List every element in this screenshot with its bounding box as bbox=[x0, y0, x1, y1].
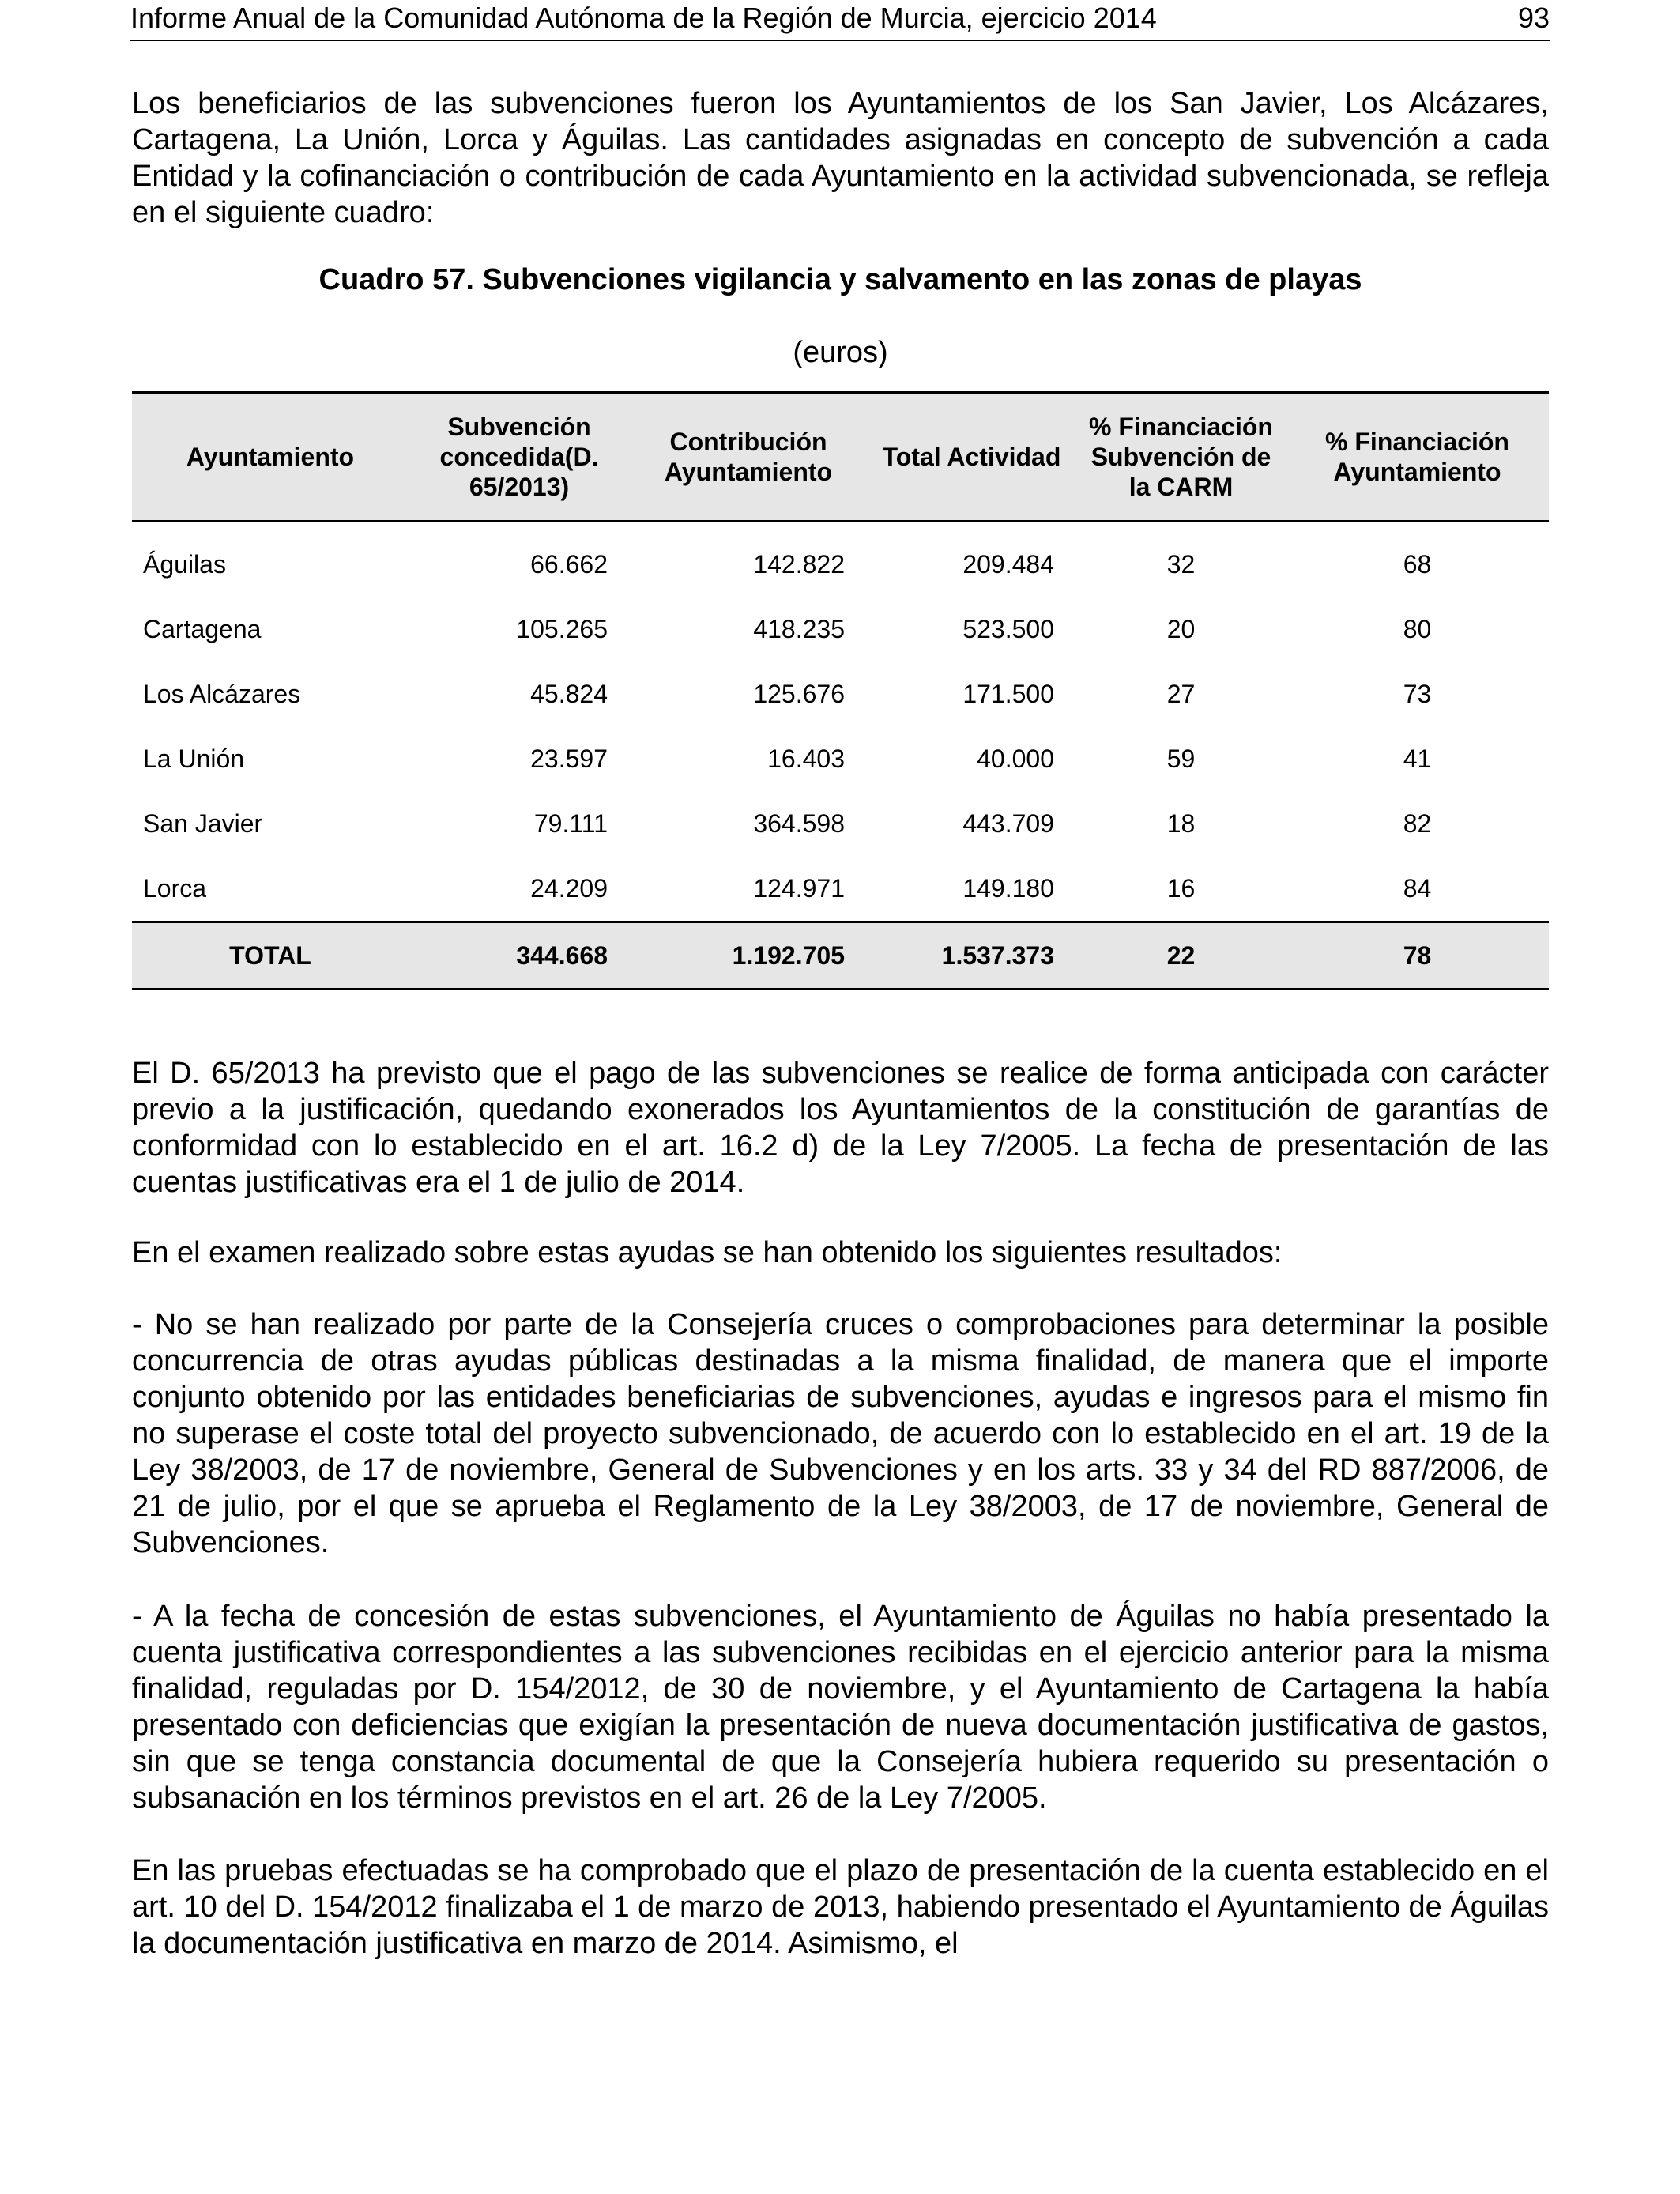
total-actividad: 1.537.373 bbox=[867, 922, 1076, 990]
total-pct-ayuntamiento: 78 bbox=[1286, 922, 1549, 990]
cell-pct-ayuntamiento: 84 bbox=[1403, 873, 1432, 903]
cell-pct-ayuntamiento: 82 bbox=[1403, 809, 1432, 838]
cell-pct-carm: 59 bbox=[1166, 744, 1196, 773]
cell-ayuntamiento: Los Alcázares bbox=[143, 679, 301, 708]
cell-ayuntamiento: La Unión bbox=[143, 744, 245, 773]
total-contribucion: 1.192.705 bbox=[630, 922, 867, 990]
cell-ayuntamiento: San Javier bbox=[143, 809, 263, 838]
cell-total: 523.500 bbox=[962, 614, 1054, 643]
cell-ayuntamiento: Águilas bbox=[143, 549, 226, 579]
header-contribucion: Contribución Ayuntamiento bbox=[630, 393, 867, 522]
cell-pct-ayuntamiento: 73 bbox=[1403, 679, 1432, 708]
table-total-row bbox=[132, 922, 1549, 990]
header-subvencion: Subvención concedida(D. 65/2013) bbox=[409, 393, 630, 522]
tests-paragraph: En las pruebas efectuadas se ha comprobado que el plazo de presentación de la cuenta establecido en el art. 10 del D. 154/2012 finalizaba el 1 de marzo de 2013, habiendo presentado el Ayuntamiento de Águilas la documentación justificativa en marzo de 2014. Asimismo, el bbox=[132, 1854, 1549, 1960]
cell-contribucion: 16.403 bbox=[767, 744, 845, 773]
cell-total: 40.000 bbox=[977, 744, 1054, 773]
table-row bbox=[132, 791, 1549, 856]
cell-contribucion: 142.822 bbox=[753, 549, 845, 579]
table-units: (euros) bbox=[793, 336, 888, 369]
report-title: Informe Anual de la Comunidad Autónoma de la Región de Murcia, ejercicio 2014 bbox=[130, 2, 1157, 34]
header-ayuntamiento: Ayuntamiento bbox=[132, 393, 409, 522]
cell-pct-carm: 16 bbox=[1166, 873, 1196, 903]
table-row bbox=[132, 522, 1549, 598]
cell-pct-ayuntamiento: 41 bbox=[1403, 744, 1432, 773]
page-header bbox=[130, 0, 1550, 41]
cell-subvencion: 105.265 bbox=[516, 614, 608, 643]
header-pct-carm: % Financiación Subvención de la CARM bbox=[1076, 393, 1286, 522]
page-number: 93 bbox=[1517, 2, 1550, 34]
cell-contribucion: 124.971 bbox=[753, 873, 845, 903]
cell-total: 209.484 bbox=[962, 549, 1054, 579]
cell-ayuntamiento: Cartagena bbox=[143, 614, 262, 643]
cell-subvencion: 23.597 bbox=[530, 744, 608, 773]
cell-ayuntamiento: Lorca bbox=[143, 873, 207, 903]
cell-subvencion: 24.209 bbox=[530, 873, 608, 903]
cell-pct-carm: 27 bbox=[1166, 679, 1196, 708]
cell-pct-carm: 20 bbox=[1166, 614, 1196, 643]
cell-pct-carm: 32 bbox=[1166, 549, 1196, 579]
cell-total: 149.180 bbox=[962, 873, 1054, 903]
total-pct-carm: 22 bbox=[1076, 922, 1286, 990]
table-header-row bbox=[132, 393, 1549, 522]
cell-contribucion: 364.598 bbox=[753, 809, 845, 838]
cell-subvencion: 66.662 bbox=[530, 549, 608, 579]
table-row bbox=[132, 662, 1549, 726]
cell-pct-ayuntamiento: 68 bbox=[1403, 549, 1432, 579]
cell-contribucion: 125.676 bbox=[753, 679, 845, 708]
cell-contribucion: 418.235 bbox=[753, 614, 845, 643]
header-total-actividad: Total Actividad bbox=[867, 393, 1076, 522]
intro-paragraph: Los beneficiarios de las subvenciones fueron los Ayuntamientos de los San Javier, Los Alcázares, Cartagena, La Unión, Lorca y Águilas. Las cantidades asignadas en concepto de subvención a cada Entidad y la cofinanciación o contribución de cada Ayuntamiento en la actividad subvencionada, se refleja en el siguiente cuadro: bbox=[132, 87, 1549, 229]
table-row bbox=[132, 856, 1549, 922]
finding-concurrence-paragraph: - No se han realizado por parte de la Consejería cruces o comprobaciones para determinar la posible concurrencia de otras ayudas públicas destinadas a la misma finalidad, de manera que el importe conjunto obtenido por las entidades beneficiarias de subvenciones, ayudas e ingresos para el mismo fin no superase el coste total del proyecto subvencionado, de acuerdo con lo establecido en el art. 19 de la Ley 38/2003, de 17 de noviembre, General de Subvenciones y en los arts. 33 y 34 del RD 887/2006, de 21 de julio, por el que se aprueba el Reglamento de la Ley 38/2003, de 17 de noviembre, General de Subvenciones. bbox=[132, 1308, 1549, 1559]
finding-justification-paragraph: - A la fecha de concesión de estas subvenciones, el Ayuntamiento de Águilas no había presentado la cuenta justificativa correspondientes a las subvenciones recibidas en el ejercicio anterior para la misma finalidad, reguladas por D. 154/2012, de 30 de noviembre, y el Ayuntamiento de Cartagena la había presentado con deficiencias que exigían la presentación de nueva documentación justificativa de gastos, sin que se tenga constancia documental de que la Consejería hubiera requerido su presentación o subsanación en los términos previstos en el art. 26 de la Ley 7/2005. bbox=[132, 1600, 1549, 1815]
results-intro-paragraph: En el examen realizado sobre estas ayudas se han obtenido los siguientes resultados: bbox=[132, 1236, 1283, 1269]
subsidies-table bbox=[132, 391, 1549, 990]
total-label: TOTAL bbox=[132, 922, 409, 990]
total-subvencion: 344.668 bbox=[409, 922, 630, 990]
cell-subvencion: 79.111 bbox=[533, 809, 608, 838]
table-row bbox=[132, 597, 1549, 662]
cell-subvencion: 45.824 bbox=[530, 679, 608, 708]
cell-pct-carm: 18 bbox=[1166, 809, 1196, 838]
cell-total: 443.709 bbox=[962, 809, 1054, 838]
header-pct-ayuntamiento: % Financiación Ayuntamiento bbox=[1286, 393, 1549, 522]
table-caption: Cuadro 57. Subvenciones vigilancia y salvamento en las zonas de playas bbox=[318, 263, 1362, 296]
cell-pct-ayuntamiento: 80 bbox=[1403, 614, 1432, 643]
payment-paragraph: El D. 65/2013 ha previsto que el pago de las subvenciones se realice de forma anticipada con carácter previo a la justificación, quedando exonerados los Ayuntamientos de la constitución de garantías de conformidad con lo establecido en el art. 16.2 d) de la Ley 7/2005. La fecha de presentación de las cuentas justificativas era el 1 de julio de 2014. bbox=[132, 1057, 1549, 1199]
table-row bbox=[132, 726, 1549, 791]
cell-total: 171.500 bbox=[962, 679, 1054, 708]
